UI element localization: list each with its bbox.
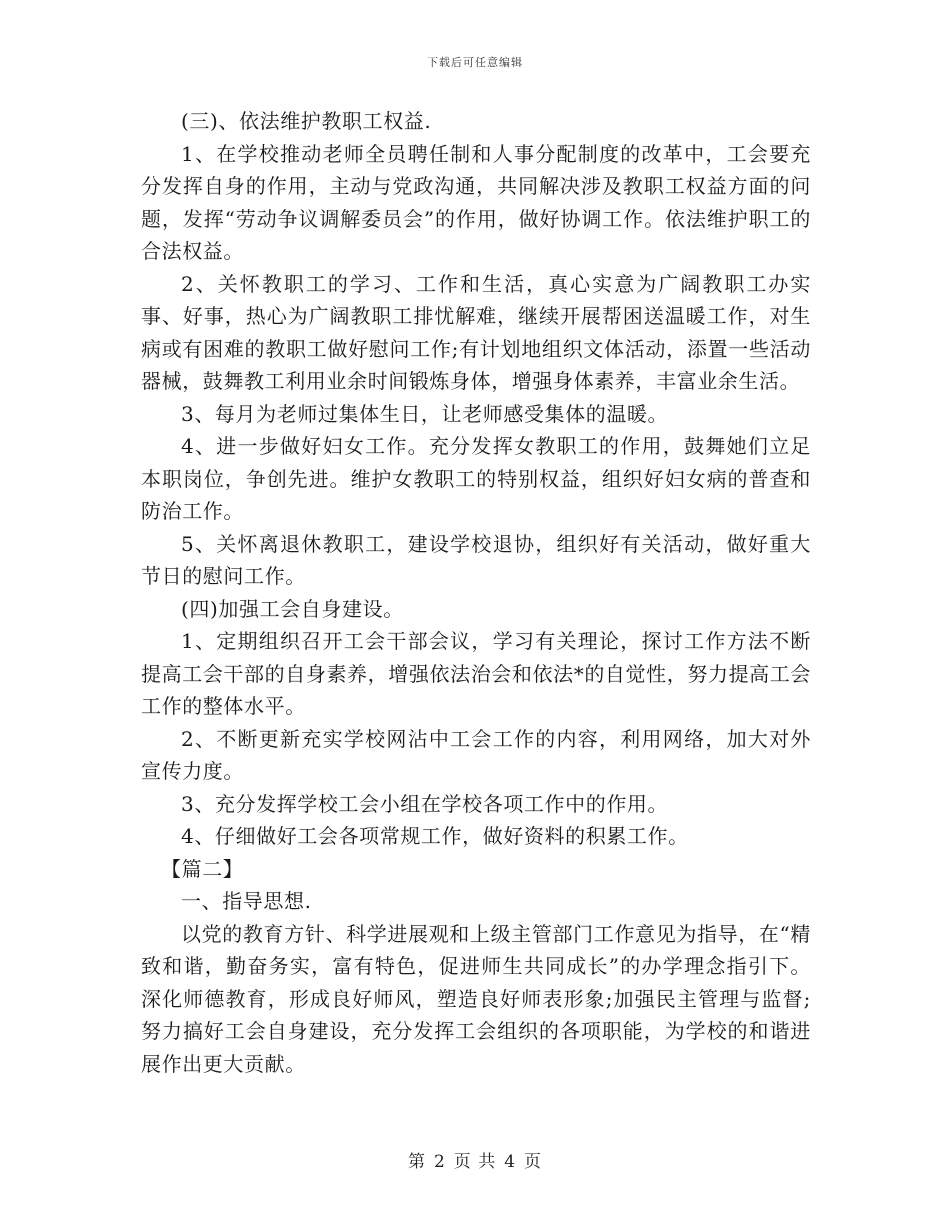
footer-suffix: 页: [524, 1152, 543, 1172]
section-heading-4: (四)加强工会自身建设。: [181, 596, 404, 621]
footer-mid: 页 共: [453, 1152, 497, 1172]
paragraph: 3、充分发挥学校工会小组在学校各项工作中的作用。: [181, 791, 669, 816]
page-footer: [0, 1147, 950, 1172]
paragraph: 2、不断更新充实学校网沾中工会工作的内容，利用网络，加大对外宣传力度。: [141, 726, 811, 783]
paragraph: 4、进一步做好妇女工作。充分发挥女教职工的作用，鼓舞她们立足本职岗位，争创先进。维护女教职工的特别权益，组织好妇女病的普查和防治工作。: [141, 434, 811, 523]
document-body: [141, 105, 811, 1080]
paragraph: 以党的教育方针、科学进展观和上级主管部门工作意见为指导，在“精致和谐，勤奋务实，富有特色，促进师生共同成长”的办学理念指引下。深化师德教育，形成良好师风，塑造良好师表形象;加强民主管理与监督;努力搞好工会自身建设，充分发挥工会组织的各项职能，为学校的和谐进展作出更大贡献。: [141, 921, 811, 1076]
section-heading-1: 一、指导思想.: [181, 889, 312, 913]
paragraph: 5、关怀离退休教职工，建设学校退协，组织好有关活动，做好重大节日的慰问工作。: [141, 531, 811, 588]
paragraph: 1、在学校推动老师全员聘任制和人事分配制度的改革中，工会要充分发挥自身的作用，主动与党政沟通，共同解决涉及教职工权益方面的问题，发挥“劳动争议调解委员会”的作用，做好协调工作。依法维护职工的合法权益。: [141, 141, 811, 263]
page-current: 2: [433, 1152, 446, 1172]
paragraph: 3、每月为老师过集体生日，让老师感受集体的温暖。: [181, 401, 669, 426]
paragraph: 1、定期组织召开工会干部会议，学习有关理论，探讨工作方法不断提高工会干部的自身素养，增强依法治会和依法*的自觉性，努力提高工会工作的整体水平。: [141, 629, 811, 718]
part-heading: 【篇二】: [161, 856, 244, 881]
header-note: 下载后可任意编辑: [427, 56, 523, 69]
footer-prefix: 第: [407, 1152, 426, 1172]
paragraph: 4、仔细做好工会各项常规工作，做好资料的积累工作。: [181, 824, 689, 848]
page-total: 4: [504, 1152, 517, 1172]
section-heading-3: (三)、依法维护教职工权益.: [181, 109, 432, 133]
paragraph: 2、关怀教职工的学习、工作和生活，真心实意为广阔教职工办实事、好事，热心为广阔教职工排忧解难，继续开展帮困送温暖工作，对生病或有困难的教职工做好慰问工作;有计划地组织文体活动，添置一些活动器械，鼓舞教工利用业余时间锻炼身体，增强身体素养，丰富业余生活。: [141, 271, 811, 393]
